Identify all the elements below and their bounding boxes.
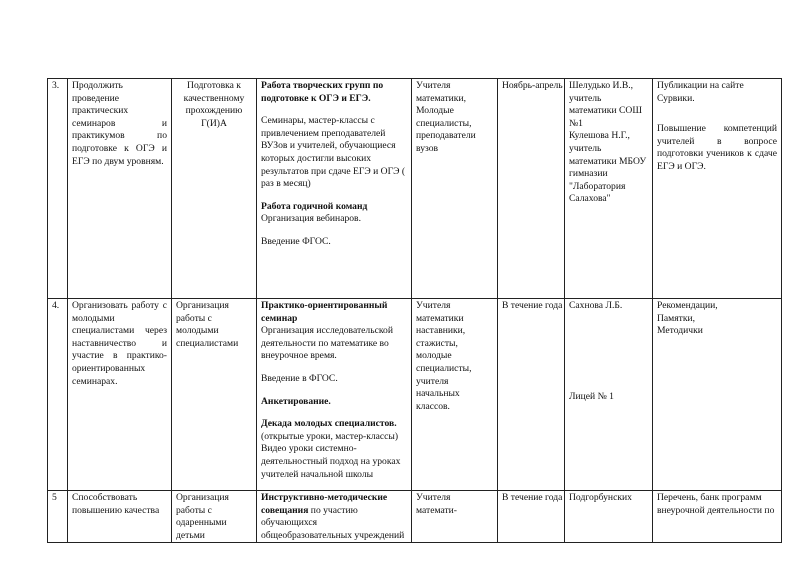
result-text: Перечень, банк программ внеурочной деятельности по xyxy=(657,492,775,516)
participants-cell: Учителя математи- xyxy=(412,491,498,543)
content-heading: Декада молодых специалистов. xyxy=(261,418,397,430)
period-cell: Ноябрь-апрель xyxy=(498,79,565,299)
content-text: Введение ФГОС. xyxy=(261,235,331,247)
content-heading: Работа годичной команд xyxy=(261,200,368,212)
period-cell: В течение года xyxy=(498,491,565,543)
content-heading: Практико-ориентированный семинар xyxy=(261,300,388,324)
content-heading: Инструктивно-методические совещания xyxy=(261,492,388,516)
row-number: 5 xyxy=(48,491,68,543)
responsible-cell xyxy=(565,79,653,299)
content-text: Введение в ФГОС. xyxy=(261,372,338,384)
result-text: Рекомендации, xyxy=(657,300,718,311)
methodical-plan-table xyxy=(47,78,782,543)
result-cell xyxy=(653,79,782,299)
table-row xyxy=(48,299,782,491)
table-row xyxy=(48,491,782,543)
goal-cell: Способствовать повышению качества xyxy=(68,491,172,543)
result-text: Публикации на сайте Сурвики. xyxy=(657,80,744,104)
responsible-person: Шелудько И.В., учитель математики СОШ №1 xyxy=(569,80,643,129)
content-text: (открытые уроки, мастер-классы) xyxy=(261,430,399,442)
content-cell xyxy=(257,79,412,299)
goal-cell: Продолжить проведение практических семинаров и практикумов по подготовке к ОГЭ и ЕГЭ по двум уровням. xyxy=(68,79,172,299)
direction-cell: Подготовка к качественному прохождению Г(И)А xyxy=(172,79,257,299)
result-text: Памятки, xyxy=(657,312,696,324)
result-text: Методички xyxy=(657,325,703,337)
responsible-person: Сахнова Л.Б. xyxy=(569,300,623,311)
direction-cell: Организация работы с молодыми специалистами xyxy=(172,299,257,491)
responsible-org: Лицей № 1 xyxy=(569,390,614,402)
goal-cell: Организовать работу с молодыми специалистами через наставничество и участие в практико-ориентированных семинарах. xyxy=(68,299,172,491)
content-text: по участию обучающихся общеобразовательных учреждений xyxy=(261,504,405,541)
content-text: Организация исследовательской деятельности по математике во внеурочное время. xyxy=(261,325,393,362)
content-heading: Анкетирование. xyxy=(261,395,331,407)
content-text: Организация вебинаров. xyxy=(261,213,361,225)
content-cell xyxy=(257,491,412,543)
result-text: Повышение компетенций учителей в вопросе подготовки учеников к сдаче ЕГЭ и ОГЭ. xyxy=(657,123,777,172)
responsible-cell xyxy=(565,491,653,543)
result-cell xyxy=(653,299,782,491)
row-number: 4. xyxy=(48,299,68,491)
result-cell xyxy=(653,491,782,543)
responsible-person: Кулешова Н.Г., учитель математики МБОУ гимназии "Лаборатория Салахова" xyxy=(569,130,647,205)
participants-cell: Учителя математики наставники, стажисты, молодые специалисты, учителя начальных классов. xyxy=(412,299,498,491)
participants-cell: Учителя математики, Молодые специалисты, преподаватели вузов xyxy=(412,79,498,299)
content-cell xyxy=(257,299,412,491)
responsible-cell xyxy=(565,299,653,491)
table-row xyxy=(48,79,782,299)
content-text: Видео уроки системно-деятельностный подход на уроках учителей начальной школы xyxy=(261,443,401,480)
period-cell: В течение года xyxy=(498,299,565,491)
content-text: Семинары, мастер-классы с привлечением преподавателей ВУЗов и учителей, обучающиеся которых достигли высоких результатов при сдаче ЕГЭ и ОГЭ ( раз в месяц) xyxy=(261,115,406,190)
content-heading: Работа творческих групп по подготовке к ОГЭ и ЕГЭ. xyxy=(261,80,384,104)
direction-cell: Организация работы с одаренными детьми xyxy=(172,491,257,543)
responsible-person: Подгорбунских xyxy=(569,492,632,503)
row-number: 3. xyxy=(48,79,68,299)
